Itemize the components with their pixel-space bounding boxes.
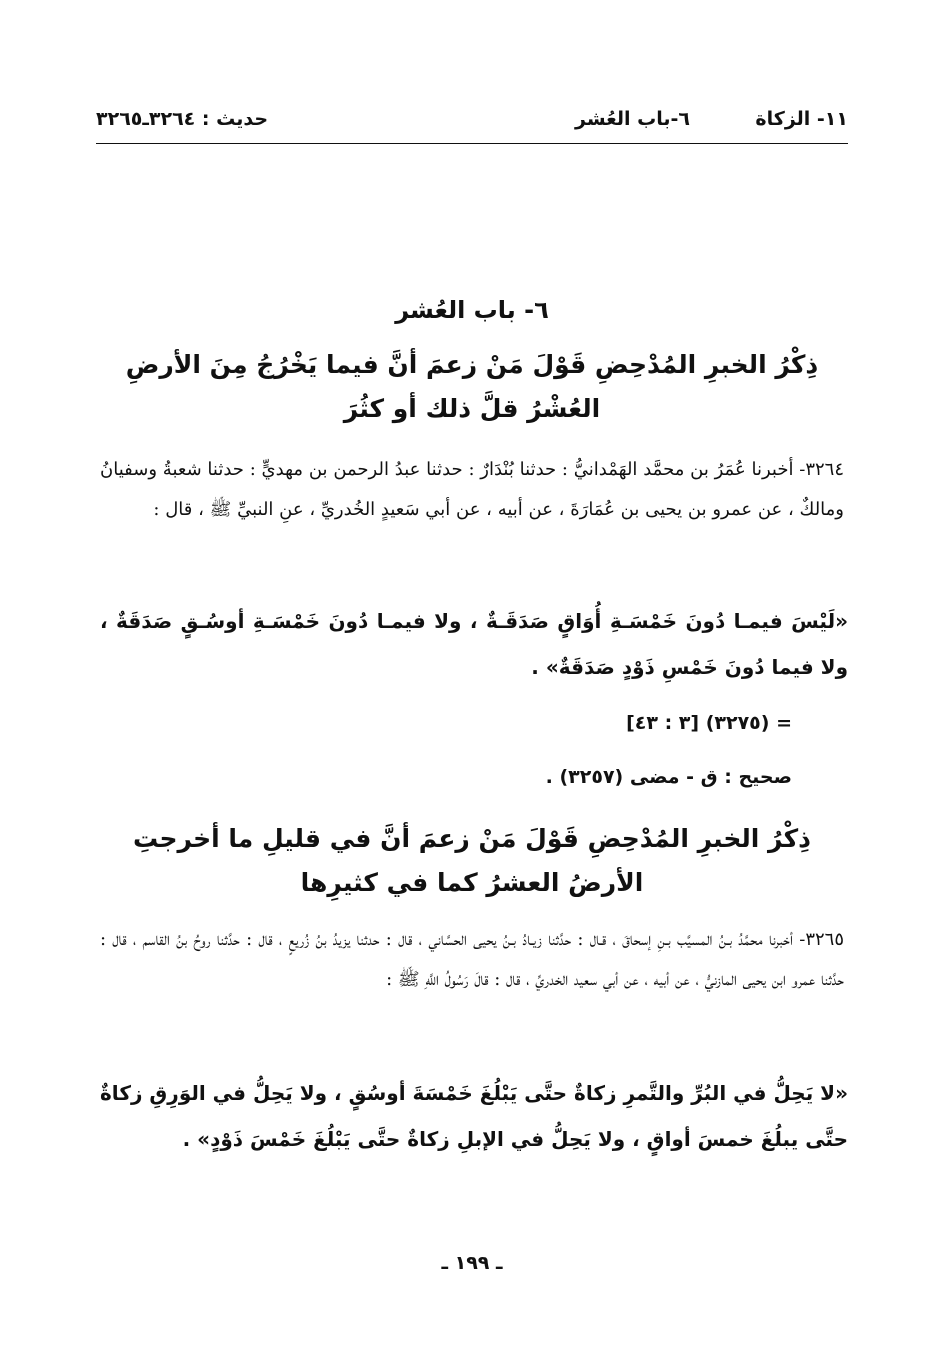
hadith-range: حديث : ٣٢٦٤ـ٣٢٦٥ (96, 108, 269, 130)
cross-reference: = (٣٢٧٥) [٣ : ٤٣] (626, 712, 792, 734)
running-header (96, 104, 848, 138)
section-heading: ذِكْرُ الخبرِ المُدْحِضِ قَوْلَ مَنْ زعمَ أنَّ فيما يَخْرُجُ مِنَ الأرضِ العُشْرُ قلَّ ذلك أو كثُرَ (125, 350, 819, 423)
book-title: ١١- الزكاة (755, 108, 848, 130)
hadith-chain: ٣٢٦٥- أخبرنا محمَّدُ بـنُ المسيَّب بـنِ إسحاقَ ، قـال : حدَّثنا زيـادُ بـنُ يحيى الحسَّاني ، قال : حدثنا يزيدُ بنُ زُريعٍ ، قال : حدَّثنا روحُ بنُ القاسم ، قال : حدَّثنا عمرو ابن يحيى المازنيُّ ، عن أبيه ، عن أبي سعيد الخدريِّ ، قال : قالَ رَسُولُ اللَّهِ ﷺ : (100, 929, 844, 990)
section-heading: ذِكْرُ الخبرِ المُدْحِضِ قَوْلَ مَنْ زعمَ أنَّ في قليلِ ما أخرجتِ الأرضُ العشرُ كما في كثيرِها (133, 824, 811, 897)
header-rule (96, 143, 848, 144)
chapter-title: ٦- باب العُشر (395, 296, 549, 324)
page-number: ـ ١٩٩ ـ (441, 1252, 503, 1274)
hadith-chain: ٣٢٦٤- أخبرنا عُمَرُ بن محمَّد الهَمْدانيُّ : حدثنا بُنْدَارٌ : حدثنا عبدُ الرحمن بن مهديٍّ : حدثنا شعبةُ وسفيانُ ومالكٌ ، عن عمرو بن يحيى بن عُمَارَةَ ، عن أبيه ، عن أبي سَعيدٍ الخُدريِّ ، عنِ النبيِّ ﷺ ، قال : (100, 459, 844, 520)
hadith-text: «لَيْسَ فيمـا دُونَ خَمْسَـةِ أُوَاقٍ صَدَقَـةٌ ، ولا فيمـا دُونَ خَمْسَـةِ أوسُـقٍ صَدَقَةٌ ، ولا فيما دُونَ خَمْسِ ذَوْدٍ صَدَقَةٌ» . (100, 609, 848, 679)
chapter-header: ٦-باب العُشر (575, 108, 690, 130)
hadith-grading: صحيح : ق - مضى (٣٢٥٧) . (545, 766, 792, 788)
hadith-text: «لا يَحِلُّ في البُرِّ والتَّمرِ زكاةٌ حتَّى يَبْلُغَ خَمْسَةَ أوسُقٍ ، ولا يَحِلُّ في الوَرِقِ زكاةٌ حتَّى يبلُغَ خمسَ أواقٍ ، ولا يَحِلُّ في الإبلِ زكاةٌ حتَّى يَبْلُغَ خَمْسَ ذَوْدٍ» . (100, 1081, 848, 1151)
